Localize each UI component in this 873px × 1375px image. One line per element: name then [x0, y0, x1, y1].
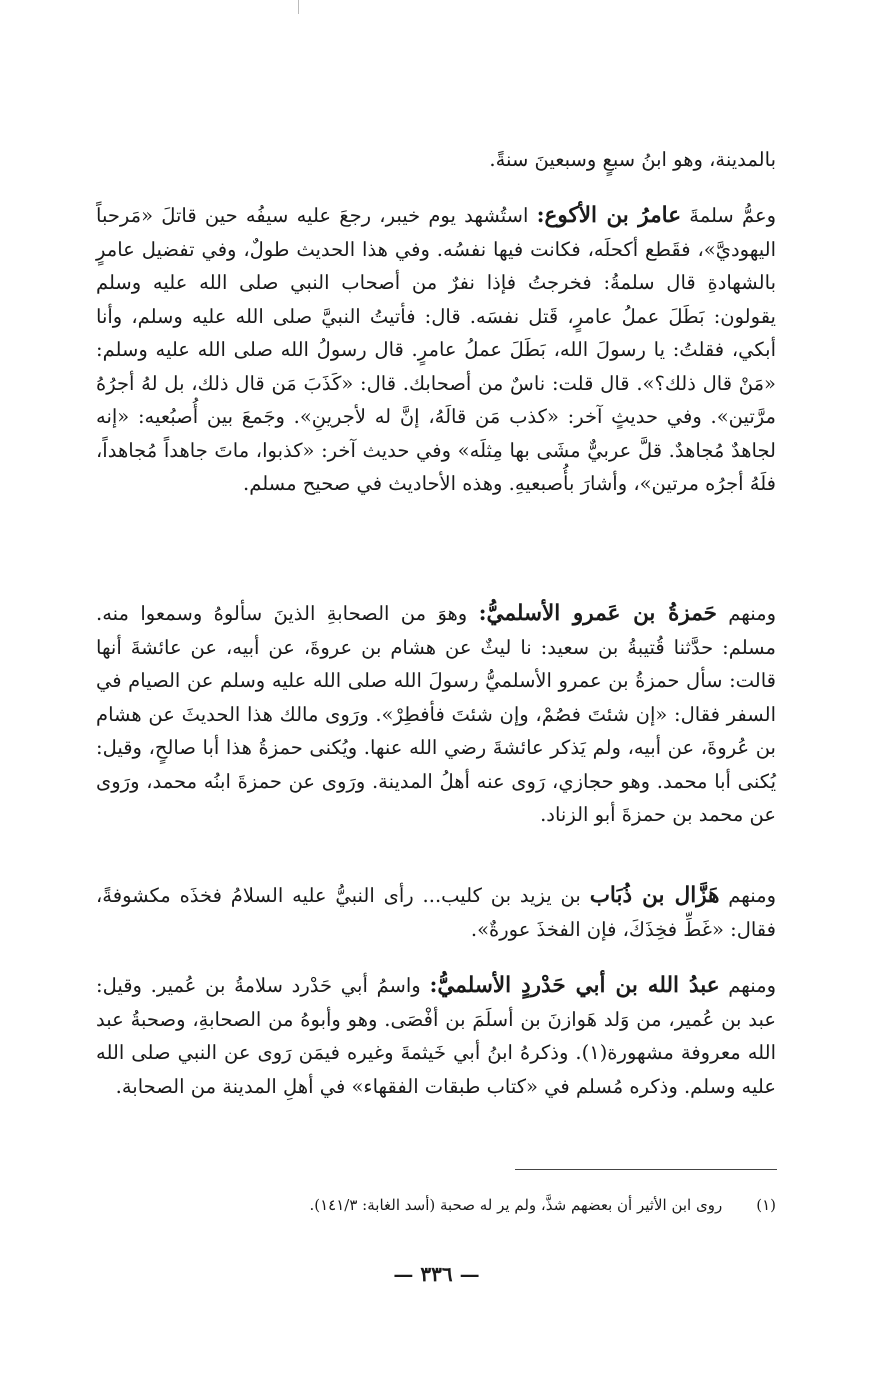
- paragraph-body: وهوَ من الصحابةِ الذينَ سألوهُ وسمعوا منه. مسلم: حدَّثنا قُتيبةُ بن سعيد: نا ليثٌ عن هشام بن عروةَ، عن أبيه، عن عائشةَ أنها قالت: سأل حمزةُ بن عمرو الأسلميُّ رسولَ الله صلى الله عليه وسلم عن الصيام في السفر فقال: «إن شئتَ فصُمْ، وإن شئتَ فأفطِرْ». ورَوى مالك هذا الحديثَ عن هشام بن عُروةَ، عن أبيه، ولم يَذكر عائشةَ رضي الله عنها. ويُكنى حمزةُ هذا أبا صالحٍ، وقيل: يُكنى أبا محمد. وهو حجازي، رَوى عنه أهلُ المدينة. ورَوى عن حمزةَ ابنُه محمد، ورَوى عن محمد بن حمزةَ أبو الزناد.: [96, 602, 776, 826]
- paragraph-hazzal-ibn-dhubab: [96, 879, 776, 946]
- paragraph-intro: ومنهم: [728, 974, 777, 997]
- person-name: عامرُ بن الأكوع:: [536, 203, 682, 228]
- person-name: هَزَّال بن ذُبَاب: [589, 883, 720, 908]
- paragraph-intro: ومنهم: [728, 602, 777, 625]
- paragraph-body: بن يزيد بن كليب... رأى النبيُّ عليه السلامُ فخذَه مكشوفةً، فقال: «غَطِّ فخِذَكَ، فإن الفخذَ عورةٌ».: [96, 884, 776, 941]
- footnote-number: (١): [756, 1196, 776, 1214]
- paragraph-closing-line: [96, 143, 776, 177]
- paragraph-body: واسمُ أبي حَدْرد سلامةُ بن عُمير. وقيل: عبد بن عُمير، من وَلد هَوازنَ بن أسلَمَ بن أفْصَى. وهو وأبوهُ من الصحابةِ، وصحبةُ عبد الله معروفة مشهورة(١). وذكرهُ ابنُ أبي خَيثمةَ وغيره فيمَن رَوى عن النبي صلى الله عليه وسلم. وذكره مُسلم في «كتاب طبقات الفقهاء» في أهلِ المدينة من الصحابة.: [96, 974, 776, 1098]
- footnote: [96, 1194, 776, 1216]
- margin-mark: [298, 0, 299, 14]
- page-number: — ٣٣٦ —: [393, 1262, 480, 1286]
- paragraph-text: [96, 597, 776, 832]
- footnote-text: روى ابن الأثير أن بعضهم شذَّ، ولم ير له صحبة (أسد الغابة: ١٤١/٣).: [309, 1196, 723, 1214]
- closing-line-text: بالمدينة، وهو ابنُ سبعٍ وسبعينَ سنةً.: [489, 148, 776, 171]
- paragraph-intro: ومنهم: [728, 884, 777, 907]
- paragraph-hamza-ibn-amr: [96, 597, 776, 832]
- footnote-divider: [515, 1169, 777, 1170]
- person-name: عبدُ الله بن أبي حَدْردٍ الأسلميُّ:: [429, 973, 720, 998]
- person-name: حَمزةُ بن عَمرو الأسلميُّ:: [478, 601, 717, 626]
- paragraph-intro: وعمُّ سلمةَ: [689, 204, 777, 227]
- paragraph-abdullah-ibn-abi-hadrad: [96, 969, 776, 1103]
- paragraph-text: [96, 879, 776, 946]
- paragraph-body: استُشهد يوم خيبر، رجعَ عليه سيفُه حين قاتلَ «مَرحباً اليهوديَّ»، فقَطع أكحلَه، فكانت فيها نفسُه. وفي هذا الحديث طولٌ، وفي تفضيل عامرٍ بالشهادةِ قال سلمةُ: فخرجتُ فإذا نفرٌ من أصحاب النبي صلى الله عليه وسلم يقولون: بَطَلَ عملُ عامرٍ، قَتل نفسَه. قال: فأتيتُ النبيَّ صلى الله عليه وسلم، وأنا أبكي، فقلتُ: يا رسولَ الله، بَطَلَ عملُ عامرٍ. قال رسولُ الله صلى الله عليه وسلم: «مَنْ قال ذلك؟». قال قلت: ناسٌ من أصحابك. قال: «كَذَبَ مَن قال ذلك، بل لهُ أجرُهُ مرَّتين». وفي حديثٍ آخر: «كذب مَن قالَهُ، إنَّ له لأجرينِ». وجَمعَ بين أُصبُعيه: «إنه لجاهدٌ مُجاهدٌ. قلَّ عربيٌّ مشَى بها مِثلَه» وفي حديث آخر: «كذبوا، ماتَ جاهداً مُجاهداً، فلَهُ أجرُه مرتين»، وأشارَ بأُصبعيهِ. وهذه الأحاديث في صحيح مسلم.: [96, 204, 776, 495]
- paragraph-text: [96, 199, 776, 501]
- paragraph-amir-ibn-al-akwa: [96, 199, 776, 501]
- paragraph-text: [96, 969, 776, 1103]
